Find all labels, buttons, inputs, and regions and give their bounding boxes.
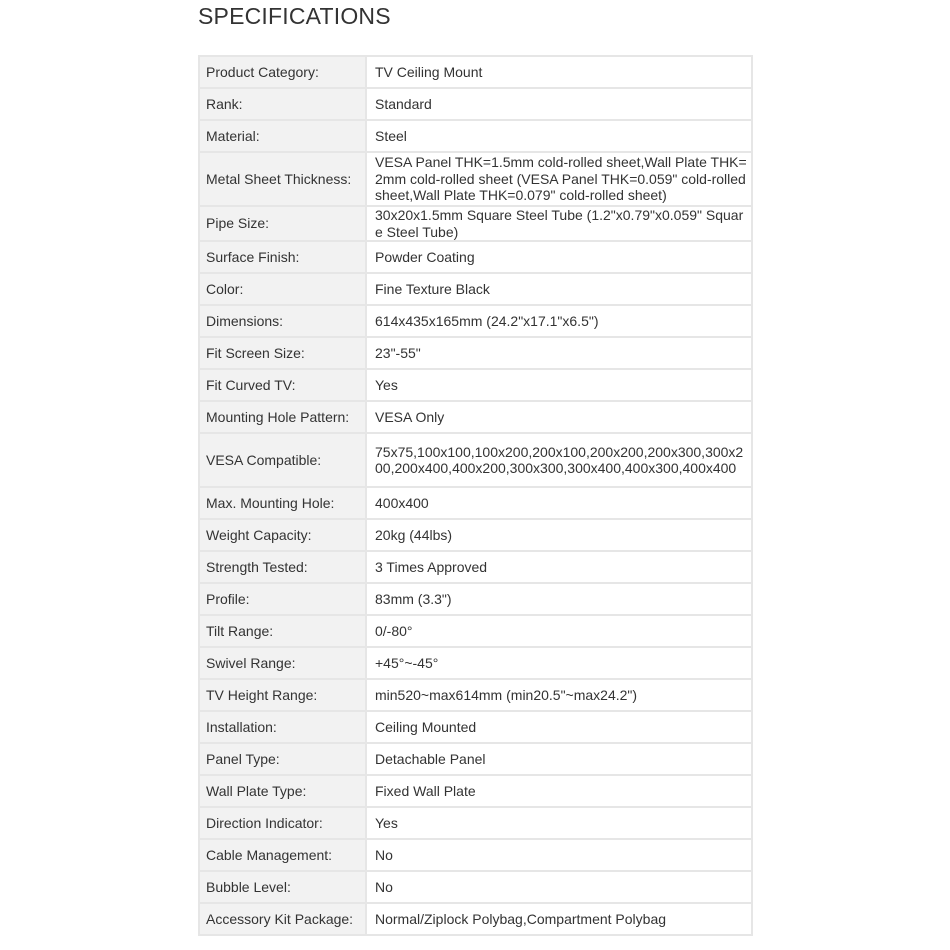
spec-label: Weight Capacity: — [199, 519, 366, 551]
spec-value: 614x435x165mm (24.2"x17.1"x6.5") — [366, 305, 752, 337]
spec-value: 400x400 — [366, 487, 752, 519]
spec-row — [199, 903, 752, 935]
spec-label: Metal Sheet Thickness: — [199, 152, 366, 206]
spec-value: TV Ceiling Mount — [366, 56, 752, 88]
spec-value: 75x75,100x100,100x200,200x100,200x200,200x300,300x200,200x400,400x200,300x300,300x400,400x300,400x400 — [366, 433, 752, 487]
spec-label: Tilt Range: — [199, 615, 366, 647]
spec-label: Fit Curved TV: — [199, 369, 366, 401]
spec-row — [199, 273, 752, 305]
spec-label: Cable Management: — [199, 839, 366, 871]
spec-value: 3 Times Approved — [366, 551, 752, 583]
spec-row — [199, 120, 752, 152]
spec-row — [199, 337, 752, 369]
spec-value: 23"-55" — [366, 337, 752, 369]
spec-row — [199, 305, 752, 337]
spec-row — [199, 775, 752, 807]
spec-label: VESA Compatible: — [199, 433, 366, 487]
spec-row — [199, 711, 752, 743]
spec-label: Max. Mounting Hole: — [199, 487, 366, 519]
spec-row — [199, 743, 752, 775]
spec-label: Accessory Kit Package: — [199, 903, 366, 935]
spec-row — [199, 679, 752, 711]
spec-value: No — [366, 839, 752, 871]
spec-row — [199, 401, 752, 433]
spec-row — [199, 647, 752, 679]
spec-row — [199, 871, 752, 903]
spec-row — [199, 206, 752, 241]
spec-label: Swivel Range: — [199, 647, 366, 679]
spec-label: Wall Plate Type: — [199, 775, 366, 807]
spec-value: Yes — [366, 369, 752, 401]
spec-value: 30x20x1.5mm Square Steel Tube (1.2"x0.79"x0.059" Square Steel Tube) — [366, 206, 752, 241]
spec-value: No — [366, 871, 752, 903]
spec-value: Normal/Ziplock Polybag,Compartment Polybag — [366, 903, 752, 935]
spec-row — [199, 487, 752, 519]
spec-row — [199, 583, 752, 615]
spec-row — [199, 152, 752, 206]
spec-label: Surface Finish: — [199, 241, 366, 273]
spec-label: Strength Tested: — [199, 551, 366, 583]
spec-row — [199, 615, 752, 647]
spec-label: Panel Type: — [199, 743, 366, 775]
spec-label: Pipe Size: — [199, 206, 366, 241]
spec-value: Ceiling Mounted — [366, 711, 752, 743]
spec-label: TV Height Range: — [199, 679, 366, 711]
spec-value: 0/-80° — [366, 615, 752, 647]
spec-value: Fixed Wall Plate — [366, 775, 752, 807]
spec-value: 20kg (44lbs) — [366, 519, 752, 551]
spec-value: +45°~-45° — [366, 647, 752, 679]
page-title: SPECIFICATIONS — [198, 3, 391, 29]
spec-row — [199, 56, 752, 88]
spec-value: min520~max614mm (min20.5"~max24.2") — [366, 679, 752, 711]
spec-value: VESA Panel THK=1.5mm cold-rolled sheet,Wall Plate THK=2mm cold-rolled sheet (VESA Panel THK=0.059" cold-rolled sheet,Wall Plate THK=0.079" cold-rolled sheet) — [366, 152, 752, 206]
spec-value: VESA Only — [366, 401, 752, 433]
spec-label: Direction Indicator: — [199, 807, 366, 839]
spec-value: Fine Texture Black — [366, 273, 752, 305]
spec-label: Mounting Hole Pattern: — [199, 401, 366, 433]
spec-row — [199, 551, 752, 583]
spec-label: Product Category: — [199, 56, 366, 88]
spec-value: Detachable Panel — [366, 743, 752, 775]
spec-row — [199, 88, 752, 120]
spec-value: Powder Coating — [366, 241, 752, 273]
spec-value: Standard — [366, 88, 752, 120]
spec-value: 83mm (3.3") — [366, 583, 752, 615]
spec-value: Steel — [366, 120, 752, 152]
spec-label: Installation: — [199, 711, 366, 743]
spec-label: Profile: — [199, 583, 366, 615]
spec-label: Material: — [199, 120, 366, 152]
spec-row — [199, 369, 752, 401]
spec-label: Dimensions: — [199, 305, 366, 337]
spec-label: Rank: — [199, 88, 366, 120]
spec-row — [199, 807, 752, 839]
spec-label: Fit Screen Size: — [199, 337, 366, 369]
spec-label: Color: — [199, 273, 366, 305]
spec-row — [199, 839, 752, 871]
spec-value: Yes — [366, 807, 752, 839]
spec-label: Bubble Level: — [199, 871, 366, 903]
spec-row — [199, 433, 752, 487]
spec-row — [199, 241, 752, 273]
specifications-table — [198, 55, 753, 936]
spec-row — [199, 519, 752, 551]
